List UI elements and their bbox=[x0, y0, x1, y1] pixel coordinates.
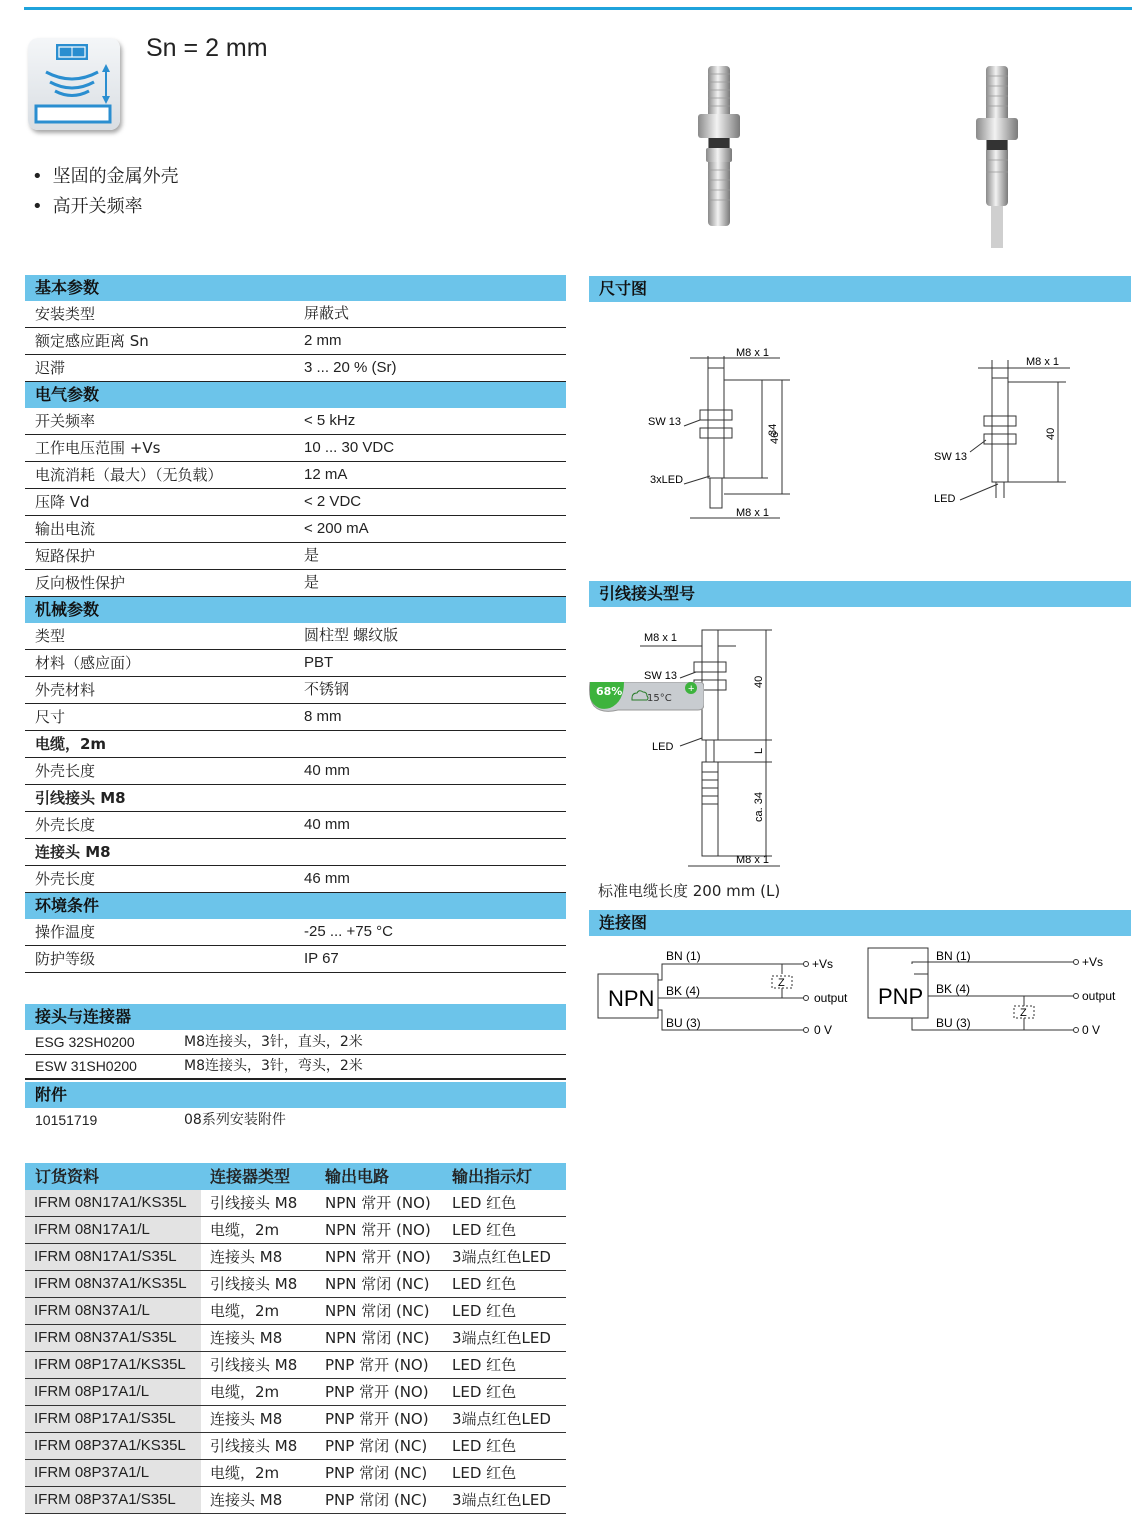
svg-text:M8 x 1: M8 x 1 bbox=[1026, 356, 1060, 368]
order-cell: 3端点红色LED bbox=[452, 1410, 551, 1428]
svg-text:40: 40 bbox=[753, 675, 765, 688]
page-title: Sn = 2 mm bbox=[146, 34, 268, 62]
order-cell: IFRM 08N37A1/L bbox=[25, 1298, 201, 1324]
spec-row: 迟滞 3 ... 20 % (Sr) bbox=[25, 355, 566, 382]
svg-text:BU (3): BU (3) bbox=[666, 1016, 701, 1030]
accessory-row: 10151719 08系列安装附件 bbox=[35, 1112, 286, 1128]
svg-text:M8 x 1: M8 x 1 bbox=[736, 347, 770, 359]
svg-text:output: output bbox=[814, 991, 848, 1005]
svg-text:LED: LED bbox=[652, 741, 674, 753]
section-electrical: 电气参数 bbox=[25, 382, 566, 408]
order-cell: 电缆，2m bbox=[210, 1464, 280, 1482]
order-table-header: 订货资料 连接器类型 输出电路 输出指示灯 bbox=[25, 1163, 566, 1190]
order-cell: 引线接头 M8 bbox=[210, 1356, 298, 1374]
spec-row: 开关频率 < 5 kHz bbox=[25, 408, 566, 435]
order-cell: 连接头 M8 bbox=[210, 1410, 283, 1428]
order-table-row bbox=[25, 1325, 566, 1352]
spec-row: 电流消耗（最大）（无负载） 12 mA bbox=[25, 462, 566, 489]
order-table-row bbox=[25, 1379, 566, 1406]
dimension-drawing-connector bbox=[640, 340, 800, 530]
svg-text:PNP: PNP bbox=[878, 984, 924, 1009]
order-cell: 电缆，2m bbox=[210, 1383, 280, 1401]
connector-row: ESW 31SH0200 M8连接头，3针，弯头，2米 bbox=[25, 1054, 566, 1080]
order-cell: PNP 常开 (NO) bbox=[325, 1356, 429, 1374]
order-cell: LED 红色 bbox=[452, 1194, 517, 1212]
spec-row: 反向极性保护 是 bbox=[25, 570, 566, 597]
spec-row: 工作电压范围 +Vs 10 ... 30 VDC bbox=[25, 435, 566, 462]
svg-text:M8 x 1: M8 x 1 bbox=[736, 507, 770, 519]
order-cell: LED 红色 bbox=[452, 1464, 517, 1482]
spec-row: 外壳长度 40 mm bbox=[25, 812, 566, 839]
order-cell: 连接头 M8 bbox=[210, 1248, 283, 1266]
order-table-row bbox=[25, 1406, 566, 1433]
order-cell: NPN 常闭 (NC) bbox=[325, 1275, 430, 1293]
feature-item: • 坚固的金属外壳 bbox=[32, 162, 179, 192]
svg-text:+Vs: +Vs bbox=[812, 957, 834, 971]
order-table-row bbox=[25, 1460, 566, 1487]
svg-text:+Vs: +Vs bbox=[1082, 955, 1104, 969]
section-pigtail: 引线接头型号 bbox=[589, 581, 1131, 607]
order-cell: IFRM 08N37A1/KS35L bbox=[25, 1271, 201, 1297]
svg-text:ca. 34: ca. 34 bbox=[753, 792, 765, 822]
spec-row: 尺寸 8 mm bbox=[25, 704, 566, 731]
wiring-diagram-npn bbox=[596, 944, 866, 1044]
spec-row: 安装类型 屏蔽式 bbox=[25, 301, 566, 328]
order-cell: 连接头 M8 bbox=[210, 1329, 283, 1347]
order-table-row bbox=[25, 1298, 566, 1325]
order-cell: 电缆，2m bbox=[210, 1221, 280, 1239]
order-cell: PNP 常开 (NO) bbox=[325, 1383, 429, 1401]
spec-subheading: 引线接头 M8 bbox=[25, 785, 566, 812]
section-wiring: 连接图 bbox=[589, 910, 1131, 936]
order-cell: 3端点红色LED bbox=[452, 1248, 551, 1266]
section-environment: 环境条件 bbox=[25, 893, 566, 919]
order-cell: LED 红色 bbox=[452, 1275, 517, 1293]
order-cell: PNP 常闭 (NC) bbox=[325, 1491, 428, 1509]
section-accessories: 附件 bbox=[25, 1082, 566, 1108]
svg-text:Z: Z bbox=[778, 977, 785, 989]
section-mechanical: 机械参数 bbox=[25, 597, 566, 623]
spec-subheading: 电缆，2m bbox=[25, 731, 566, 758]
spec-row: 类型 圆柱型 螺纹版 bbox=[25, 623, 566, 650]
order-cell: 3端点红色LED bbox=[452, 1491, 551, 1509]
order-table-row bbox=[25, 1352, 566, 1379]
section-dimensions: 尺寸图 bbox=[589, 276, 1131, 302]
svg-text:LED: LED bbox=[934, 493, 956, 505]
spec-row: 短路保护 是 bbox=[25, 543, 566, 570]
order-table-row bbox=[25, 1433, 566, 1460]
feature-item: • 高开关频率 bbox=[32, 192, 179, 222]
spec-subheading: 连接头 M8 bbox=[25, 839, 566, 866]
svg-text:0 V: 0 V bbox=[814, 1023, 833, 1037]
svg-text:M8 x 1: M8 x 1 bbox=[736, 854, 770, 866]
top-rule bbox=[24, 7, 1132, 10]
order-cell: LED 红色 bbox=[452, 1437, 517, 1455]
order-table-row bbox=[25, 1271, 566, 1298]
svg-text:BK (4): BK (4) bbox=[936, 982, 971, 996]
order-cell: PNP 常开 (NO) bbox=[325, 1410, 429, 1428]
order-table-row bbox=[25, 1487, 566, 1514]
order-cell: IFRM 08P37A1/KS35L bbox=[25, 1433, 201, 1459]
spec-row: 外壳长度 40 mm bbox=[25, 758, 566, 785]
svg-text:34: 34 bbox=[767, 423, 779, 436]
section-basic: 基本参数 bbox=[25, 275, 566, 301]
svg-text:BU (3): BU (3) bbox=[936, 1016, 971, 1030]
order-cell: NPN 常开 (NO) bbox=[325, 1194, 431, 1212]
order-cell: LED 红色 bbox=[452, 1383, 517, 1401]
connector-row: ESG 32SH0200 M8连接头，3针，直头，2米 bbox=[25, 1030, 566, 1055]
spec-row: 输出电流 < 200 mA bbox=[25, 516, 566, 543]
order-cell: NPN 常开 (NO) bbox=[325, 1248, 431, 1266]
sensor-type-icon bbox=[28, 38, 120, 130]
order-cell: IFRM 08N37A1/S35L bbox=[25, 1325, 201, 1351]
order-cell: LED 红色 bbox=[452, 1221, 517, 1239]
dimension-drawing-pigtail bbox=[640, 622, 790, 872]
order-table-row bbox=[25, 1190, 566, 1217]
spec-row: 外壳材料 不锈钢 bbox=[25, 677, 566, 704]
svg-text:46: 46 bbox=[769, 431, 781, 444]
order-cell: LED 红色 bbox=[452, 1302, 517, 1320]
weather-widget[interactable] bbox=[588, 682, 704, 714]
svg-text:M8 x 1: M8 x 1 bbox=[644, 632, 678, 644]
spec-row: 压降 Vd < 2 VDC bbox=[25, 489, 566, 516]
svg-text:NPN: NPN bbox=[608, 986, 655, 1011]
order-cell: 引线接头 M8 bbox=[210, 1275, 298, 1293]
order-cell: 连接头 M8 bbox=[210, 1491, 283, 1509]
svg-text:BN (1): BN (1) bbox=[936, 949, 971, 963]
svg-text:Z: Z bbox=[1020, 1007, 1027, 1019]
order-cell: 3端点红色LED bbox=[452, 1329, 551, 1347]
svg-text:0 V: 0 V bbox=[1082, 1023, 1101, 1037]
svg-text:SW 13: SW 13 bbox=[648, 416, 682, 428]
dimension-drawing-cable bbox=[930, 350, 1080, 510]
feature-list bbox=[32, 162, 179, 222]
order-cell: PNP 常闭 (NC) bbox=[325, 1437, 428, 1455]
order-cell: IFRM 08P37A1/S35L bbox=[25, 1487, 201, 1513]
order-cell: IFRM 08N17A1/L bbox=[25, 1217, 201, 1243]
order-cell: IFRM 08N17A1/S35L bbox=[25, 1244, 201, 1270]
svg-text:SW 13: SW 13 bbox=[934, 451, 968, 463]
svg-text:BK (4): BK (4) bbox=[666, 984, 701, 998]
order-cell: NPN 常开 (NO) bbox=[325, 1221, 431, 1239]
widget-temp: 15°C bbox=[647, 693, 672, 704]
order-cell: NPN 常闭 (NC) bbox=[325, 1302, 430, 1320]
order-cell: LED 红色 bbox=[452, 1356, 517, 1374]
svg-text:+: + bbox=[688, 683, 695, 695]
product-photo-connector bbox=[600, 30, 840, 270]
product-photo-cable bbox=[878, 30, 1118, 270]
svg-text:3xLED: 3xLED bbox=[650, 474, 684, 486]
spec-row: 材料（感应面） PBT bbox=[25, 650, 566, 677]
svg-text:L: L bbox=[753, 747, 765, 754]
section-connectors: 接头与连接器 bbox=[25, 1004, 566, 1030]
order-cell: IFRM 08N17A1/KS35L bbox=[25, 1190, 201, 1216]
order-cell: 引线接头 M8 bbox=[210, 1437, 298, 1455]
svg-text:output: output bbox=[1082, 989, 1116, 1003]
order-cell: IFRM 08P37A1/L bbox=[25, 1460, 201, 1486]
spec-row: 外壳长度 46 mm bbox=[25, 866, 566, 893]
order-cell: PNP 常闭 (NC) bbox=[325, 1464, 428, 1482]
order-table-row bbox=[25, 1217, 566, 1244]
order-cell: NPN 常闭 (NC) bbox=[325, 1329, 430, 1347]
spec-row: 防护等级 IP 67 bbox=[25, 946, 566, 973]
svg-text:40: 40 bbox=[1045, 427, 1057, 440]
widget-percent: 68% bbox=[596, 685, 623, 698]
order-cell: 电缆，2m bbox=[210, 1302, 280, 1320]
spec-row: 操作温度 -25 ... +75 °C bbox=[25, 919, 566, 946]
order-table-row bbox=[25, 1244, 566, 1271]
spec-row: 额定感应距离 Sn 2 mm bbox=[25, 328, 566, 355]
order-cell: 引线接头 M8 bbox=[210, 1194, 298, 1212]
order-cell: IFRM 08P17A1/KS35L bbox=[25, 1352, 201, 1378]
svg-text:SW 13: SW 13 bbox=[644, 670, 678, 682]
order-cell: IFRM 08P17A1/S35L bbox=[25, 1406, 201, 1432]
wiring-diagram-pnp bbox=[866, 944, 1136, 1044]
cable-note: 标准电缆长度 200 mm (L) bbox=[598, 882, 781, 900]
order-cell: IFRM 08P17A1/L bbox=[25, 1379, 201, 1405]
svg-text:BN (1): BN (1) bbox=[666, 949, 701, 963]
